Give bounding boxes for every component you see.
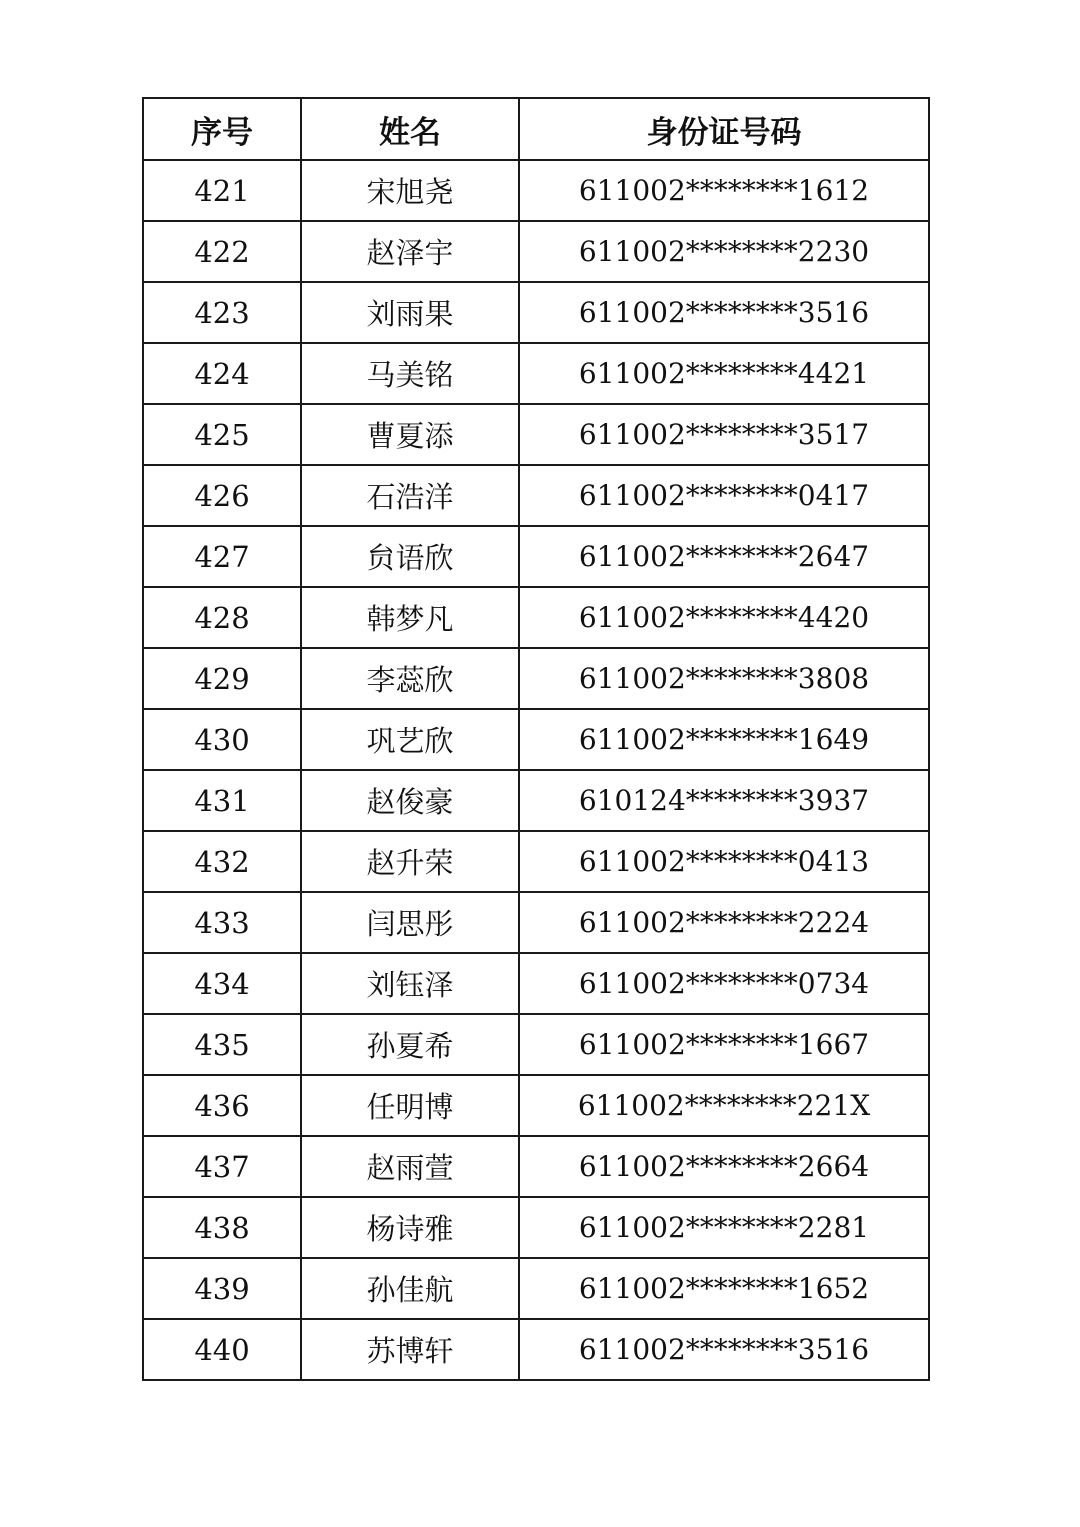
- serial-number-cell: 431: [143, 770, 301, 831]
- serial-number-cell: 424: [143, 343, 301, 404]
- name-cell: 赵雨萱: [301, 1136, 519, 1197]
- name-cell: 曹夏添: [301, 404, 519, 465]
- id-number-cell: 611002********2224: [519, 892, 929, 953]
- table-row: [143, 221, 929, 282]
- id-number-cell: 610124********3937: [519, 770, 929, 831]
- serial-number-cell: 433: [143, 892, 301, 953]
- serial-number-cell: 427: [143, 526, 301, 587]
- id-number-cell: 611002********221X: [519, 1075, 929, 1136]
- serial-number-cell: 437: [143, 1136, 301, 1197]
- table-row: [143, 770, 929, 831]
- id-number-cell: 611002********2230: [519, 221, 929, 282]
- id-number-cell: 611002********2647: [519, 526, 929, 587]
- table-row: [143, 1258, 929, 1319]
- id-number-cell: 611002********1612: [519, 160, 929, 221]
- table-row: [143, 1197, 929, 1258]
- name-cell: 石浩洋: [301, 465, 519, 526]
- name-cell: 巩艺欣: [301, 709, 519, 770]
- table-row: [143, 587, 929, 648]
- serial-number-cell: 430: [143, 709, 301, 770]
- serial-number-cell: 432: [143, 831, 301, 892]
- id-number-cell: 611002********3808: [519, 648, 929, 709]
- id-number-cell: 611002********2281: [519, 1197, 929, 1258]
- name-cell: 苏博轩: [301, 1319, 519, 1380]
- table-header-row: [143, 98, 929, 160]
- name-cell: 赵泽宇: [301, 221, 519, 282]
- name-cell: 李蕊欣: [301, 648, 519, 709]
- serial-number-cell: 435: [143, 1014, 301, 1075]
- id-number-cell: 611002********2664: [519, 1136, 929, 1197]
- table-row: [143, 465, 929, 526]
- name-cell: 宋旭尧: [301, 160, 519, 221]
- name-cell: 韩梦凡: [301, 587, 519, 648]
- name-cell: 孙夏希: [301, 1014, 519, 1075]
- table-row: [143, 709, 929, 770]
- serial-number-cell: 422: [143, 221, 301, 282]
- serial-number-cell: 439: [143, 1258, 301, 1319]
- table-row: [143, 1014, 929, 1075]
- id-number-cell: 611002********1649: [519, 709, 929, 770]
- roster-table: [142, 97, 930, 1381]
- serial-number-cell: 426: [143, 465, 301, 526]
- id-number-cell: 611002********3516: [519, 282, 929, 343]
- id-number-cell: 611002********3516: [519, 1319, 929, 1380]
- serial-number-cell: 434: [143, 953, 301, 1014]
- name-cell: 杨诗雅: [301, 1197, 519, 1258]
- serial-number-cell: 428: [143, 587, 301, 648]
- serial-number-cell: 421: [143, 160, 301, 221]
- name-cell: 任明博: [301, 1075, 519, 1136]
- name-cell: 马美铭: [301, 343, 519, 404]
- name-cell: 刘雨果: [301, 282, 519, 343]
- table-row: [143, 343, 929, 404]
- name-cell: 闫思彤: [301, 892, 519, 953]
- table-row: [143, 831, 929, 892]
- table-row: [143, 953, 929, 1014]
- id-number-cell: 611002********0734: [519, 953, 929, 1014]
- serial-number-cell: 440: [143, 1319, 301, 1380]
- roster-table-container: [142, 97, 928, 1381]
- header-serial-number: 序号: [143, 98, 301, 160]
- id-number-cell: 611002********3517: [519, 404, 929, 465]
- table-row: [143, 282, 929, 343]
- table-body: [143, 160, 929, 1380]
- table-row: [143, 1319, 929, 1380]
- name-cell: 赵升荣: [301, 831, 519, 892]
- table-row: [143, 892, 929, 953]
- serial-number-cell: 438: [143, 1197, 301, 1258]
- serial-number-cell: 425: [143, 404, 301, 465]
- table-row: [143, 648, 929, 709]
- name-cell: 贠语欣: [301, 526, 519, 587]
- serial-number-cell: 436: [143, 1075, 301, 1136]
- id-number-cell: 611002********1667: [519, 1014, 929, 1075]
- id-number-cell: 611002********0413: [519, 831, 929, 892]
- table-row: [143, 1075, 929, 1136]
- table-row: [143, 404, 929, 465]
- header-id-number: 身份证号码: [519, 98, 929, 160]
- name-cell: 赵俊豪: [301, 770, 519, 831]
- serial-number-cell: 423: [143, 282, 301, 343]
- id-number-cell: 611002********4421: [519, 343, 929, 404]
- id-number-cell: 611002********1652: [519, 1258, 929, 1319]
- name-cell: 孙佳航: [301, 1258, 519, 1319]
- table-row: [143, 526, 929, 587]
- name-cell: 刘钰泽: [301, 953, 519, 1014]
- table-row: [143, 160, 929, 221]
- id-number-cell: 611002********4420: [519, 587, 929, 648]
- serial-number-cell: 429: [143, 648, 301, 709]
- table-row: [143, 1136, 929, 1197]
- header-name: 姓名: [301, 98, 519, 160]
- id-number-cell: 611002********0417: [519, 465, 929, 526]
